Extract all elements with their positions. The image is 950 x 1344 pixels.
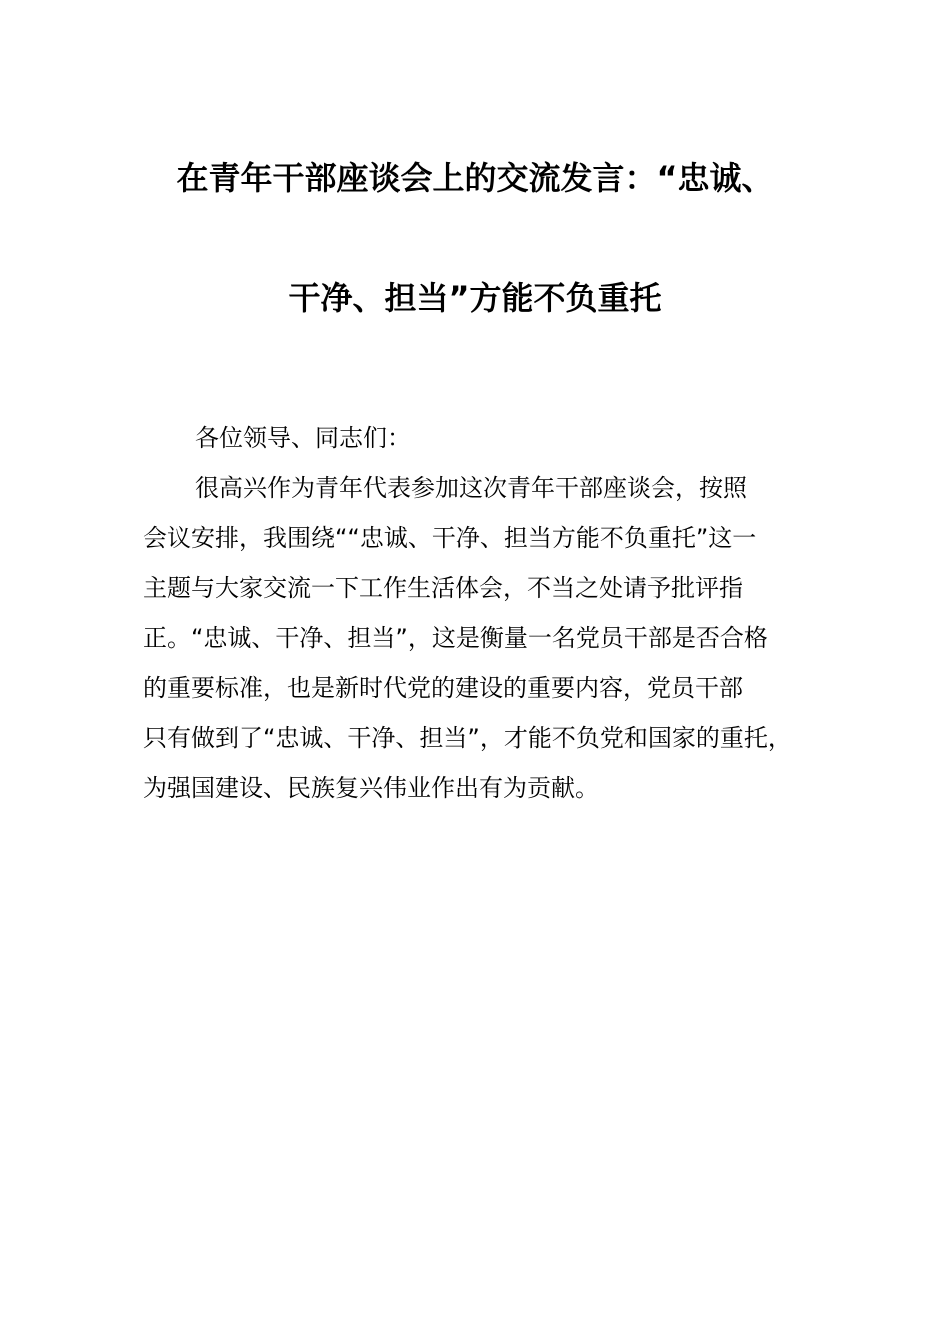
paragraph-line-7: 为强国建设、民族复兴伟业作出有为贡献。 [143,774,599,802]
paragraph-line-4: 正。“忠诚、干净、担当”，这是衡量一名党员干部是否合格 [143,624,768,652]
paragraph-line-2: 会议安排，我围绕““忠诚、干净、担当方能不负重托”这一 [143,524,757,552]
paragraph-line-1: 很高兴作为青年代表参加这次青年干部座谈会，按照 [195,474,747,502]
document-title-line-1: 在青年干部座谈会上的交流发言：“忠诚、 [176,159,774,197]
salutation: 各位领导、同志们： [195,424,411,452]
paragraph-line-6: 只有做到了“忠诚、干净、担当”，才能不负党和国家的重托， [143,724,792,752]
paragraph-line-5: 的重要标准，也是新时代党的建设的重要内容，党员干部 [143,674,743,702]
document-title-line-2: 干净、担当”方能不负重托 [288,279,662,317]
paragraph-line-3: 主题与大家交流一下工作生活体会，不当之处请予批评指 [143,574,743,602]
